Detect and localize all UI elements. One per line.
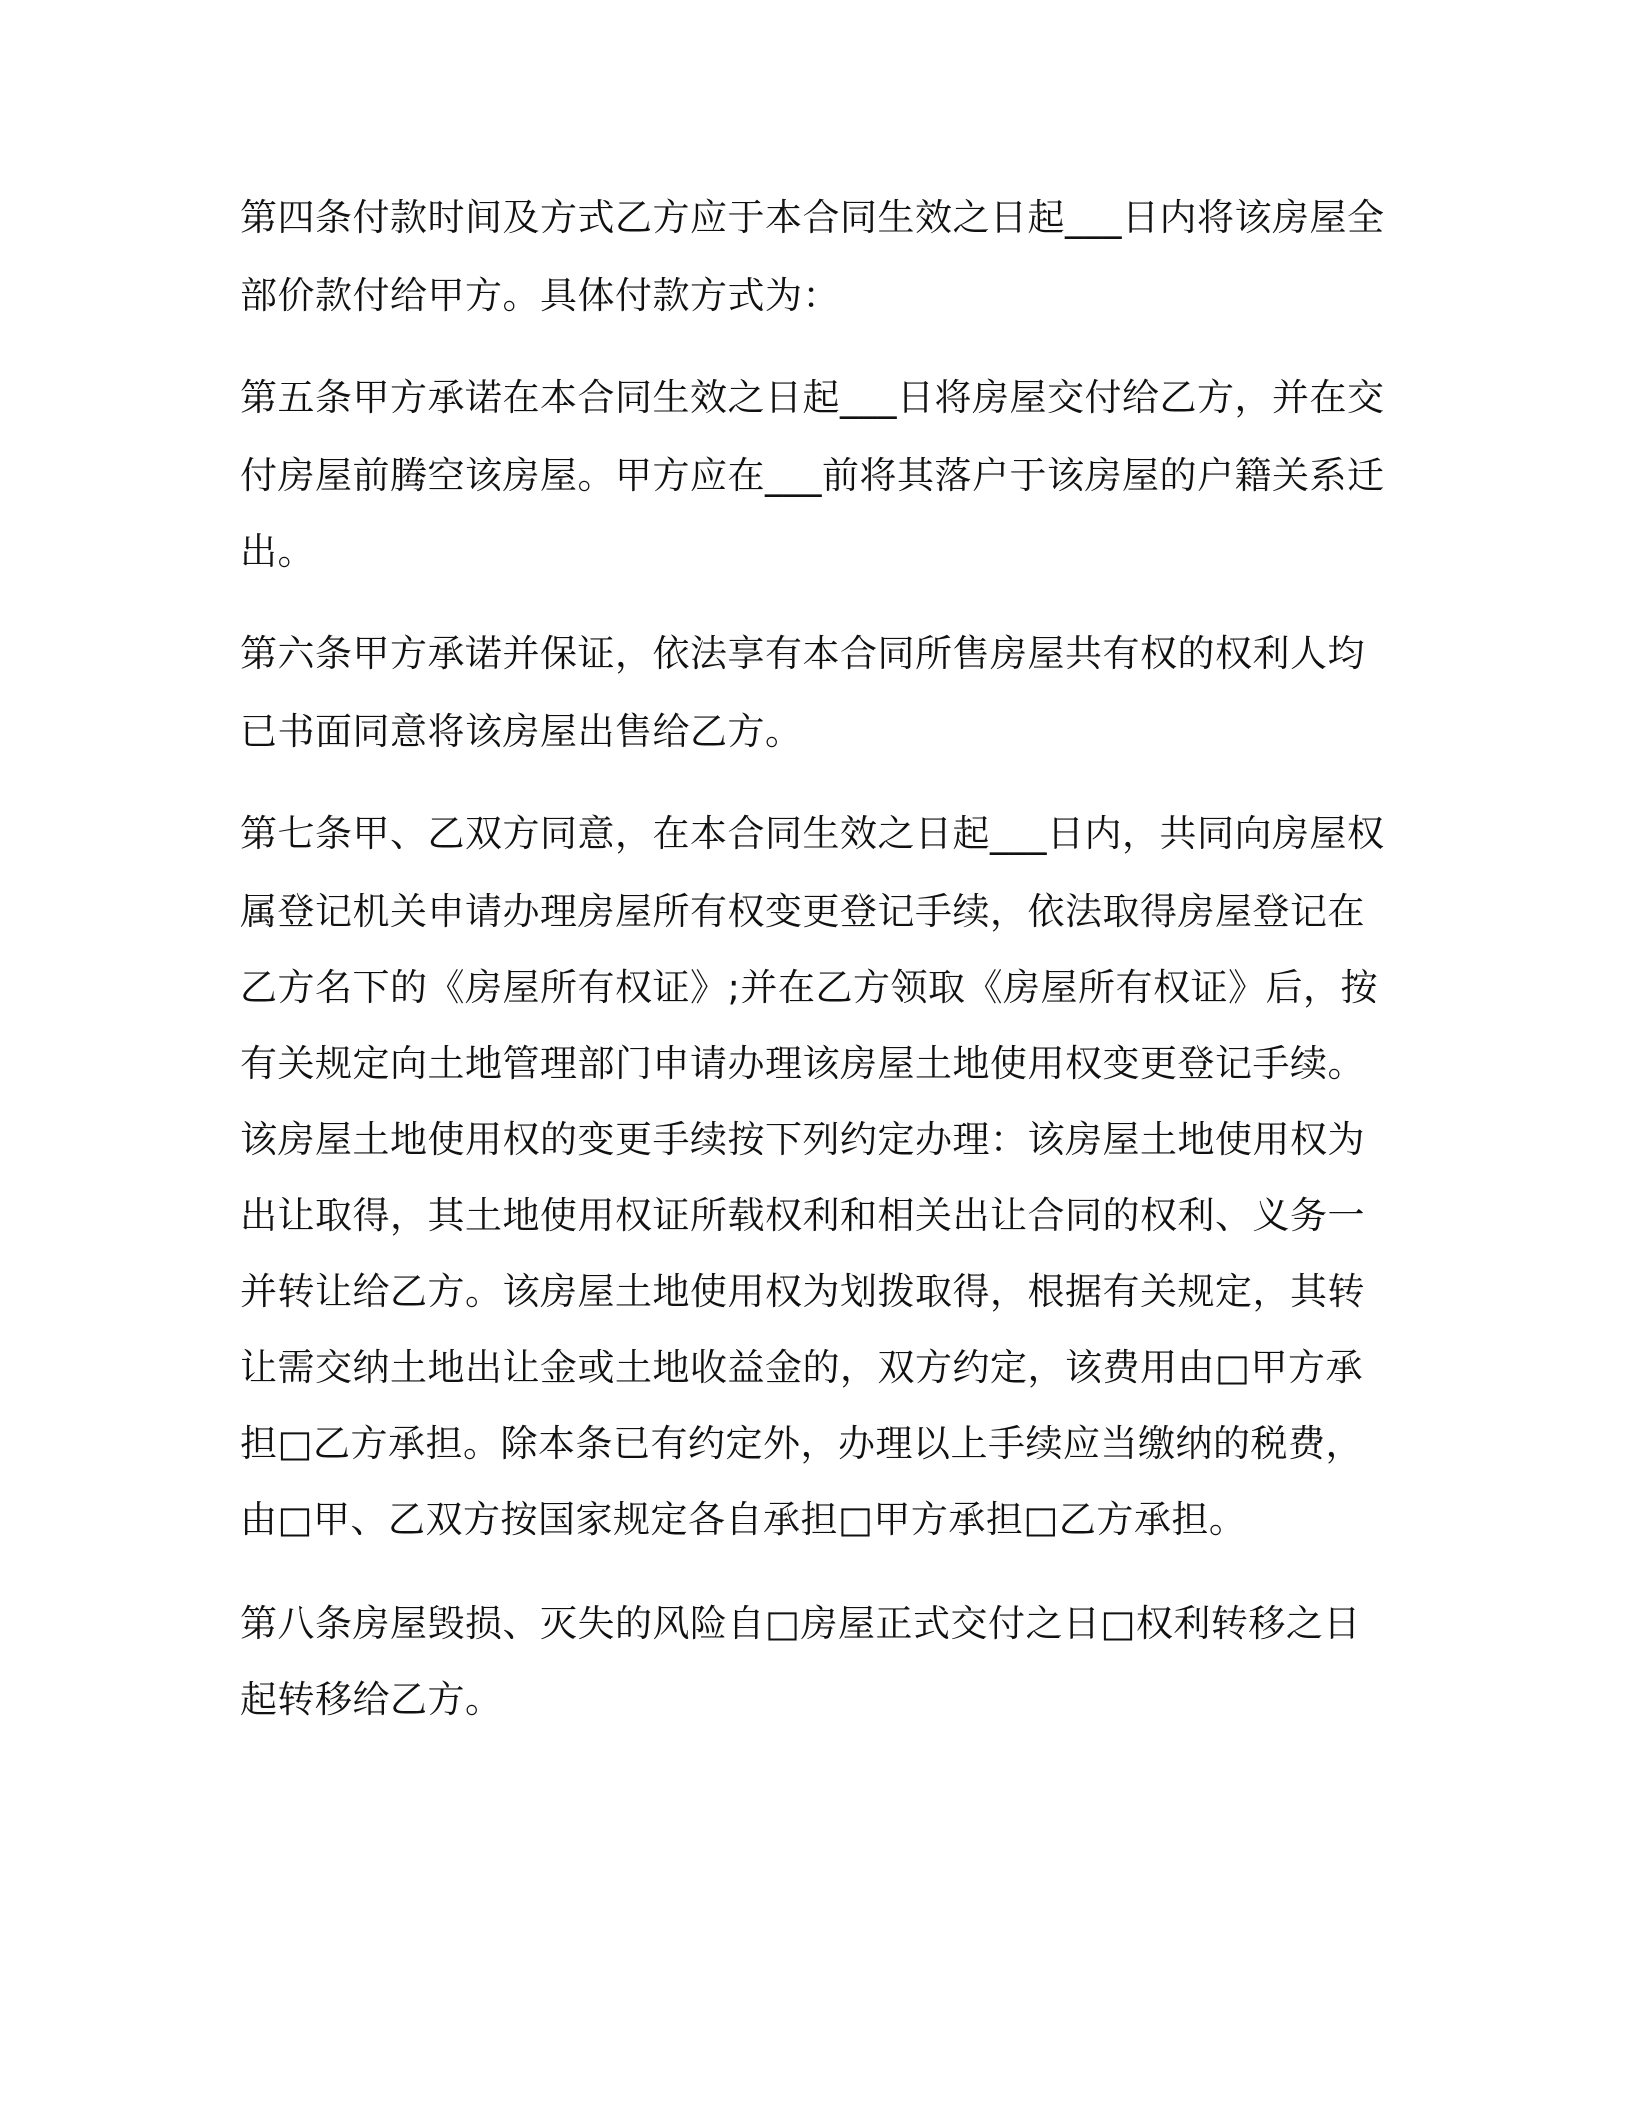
text-line: 属登记机关申请办理房屋所有权变更登记手续，依法取得房屋登记在: [240, 890, 1365, 933]
text-line: 已书面同意将该房屋出售给乙方。: [240, 710, 803, 753]
text-line: 起转移给乙方。: [240, 1678, 503, 1721]
text-line: 有关规定向土地管理部门申请办理该房屋土地使用权变更登记手续。: [240, 1042, 1365, 1085]
text-line: 出。: [240, 530, 315, 573]
text-line: 第八条房屋毁损、灭失的风险自□房屋正式交付之日□权利转移之日: [240, 1602, 1361, 1645]
text-line: 由□甲、乙双方按国家规定各自承担□甲方承担□乙方承担。: [240, 1498, 1247, 1541]
text-line: 出让取得，其土地使用权证所载权利和相关出让合同的权利、义务一: [240, 1194, 1365, 1237]
text-line: 第七条甲、乙双方同意，在本合同生效之日起___日内，共同向房屋权: [240, 812, 1385, 855]
text-line: 付房屋前腾空该房屋。甲方应在___前将其落户于该房屋的户籍关系迁: [240, 454, 1385, 497]
text-line: 第六条甲方承诺并保证，依法享有本合同所售房屋共有权的权利人均: [240, 632, 1365, 675]
text-line: 第四条付款时间及方式乙方应于本合同生效之日起___日内将该房屋全: [240, 196, 1385, 239]
text-line: 该房屋土地使用权的变更手续按下列约定办理：该房屋土地使用权为: [240, 1118, 1365, 1161]
text-line: 部价款付给甲方。具体付款方式为：: [240, 274, 840, 317]
text-line: 乙方名下的《房屋所有权证》;并在乙方领取《房屋所有权证》后，按: [240, 966, 1378, 1009]
text-line: 担□乙方承担。除本条已有约定外，办理以上手续应当缴纳的税费，: [240, 1422, 1363, 1465]
text-line: 让需交纳土地出让金或土地收益金的，双方约定，该费用由□甲方承: [240, 1346, 1363, 1389]
text-line: 并转让给乙方。该房屋土地使用权为划拨取得，根据有关规定，其转: [240, 1270, 1365, 1313]
text-line: 第五条甲方承诺在本合同生效之日起___日将房屋交付给乙方，并在交: [240, 376, 1385, 419]
